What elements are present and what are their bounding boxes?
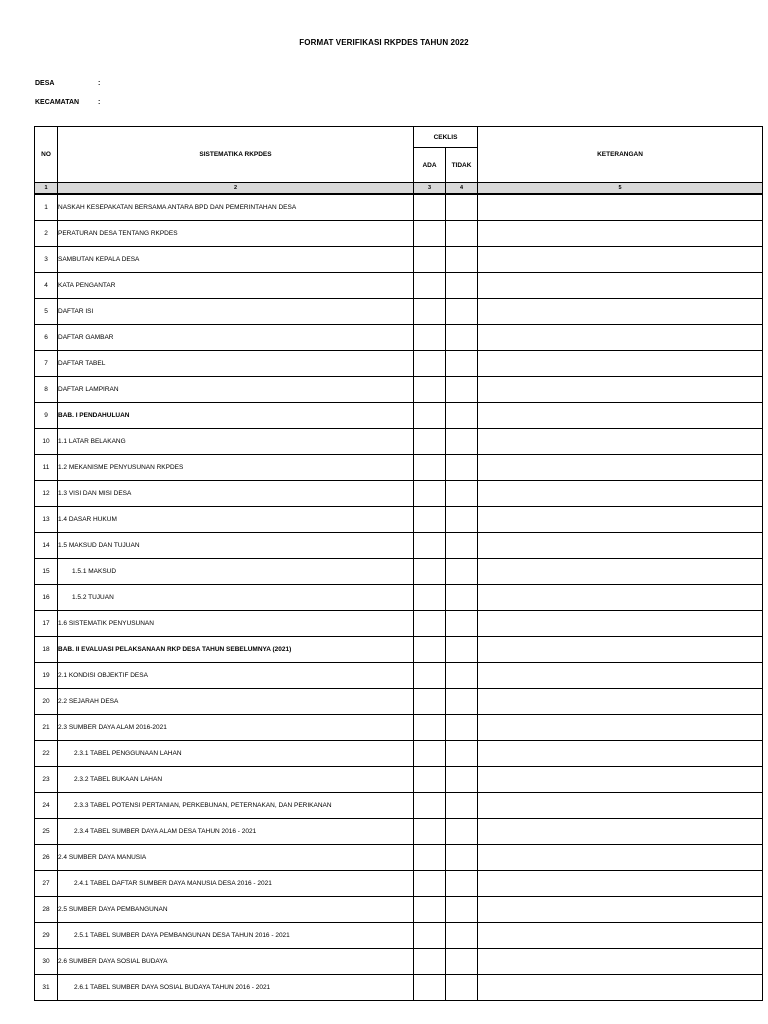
table-row	[35, 194, 763, 221]
checkbox-cell-tidak[interactable]	[446, 247, 478, 273]
checkbox-cell-ada[interactable]	[414, 819, 446, 845]
checkbox-cell-ada[interactable]	[414, 299, 446, 325]
checkbox-cell-tidak[interactable]	[446, 325, 478, 351]
table-row	[35, 481, 763, 507]
kecamatan-field	[35, 97, 106, 109]
desa-colon: :	[98, 80, 101, 87]
header-tidak: TIDAK	[446, 148, 478, 183]
header-sistematika: SISTEMATIKA RKPDES	[58, 127, 414, 183]
row-sistematika: 1.5 MAKSUD DAN TUJUAN	[58, 533, 414, 559]
checkbox-cell-tidak[interactable]	[446, 585, 478, 611]
table-row	[35, 949, 763, 975]
row-sistematika: NASKAH KESEPAKATAN BERSAMA ANTARA BPD DAN PEMERINTAHAN DESA	[58, 194, 414, 221]
column-number: 2	[58, 183, 414, 195]
checkbox-cell-ada[interactable]	[414, 481, 446, 507]
checkbox-cell-ada[interactable]	[414, 351, 446, 377]
keterangan-cell[interactable]	[478, 871, 763, 897]
checkbox-cell-ada[interactable]	[414, 194, 446, 221]
row-sistematika: BAB. II EVALUASI PELAKSANAAN RKP DESA TAHUN SEBELUMNYA (2021)	[58, 637, 414, 663]
row-number: 13	[35, 507, 58, 533]
checkbox-cell-tidak[interactable]	[446, 715, 478, 741]
checkbox-cell-tidak[interactable]	[446, 377, 478, 403]
row-sistematika: SAMBUTAN KEPALA DESA	[58, 247, 414, 273]
keterangan-cell[interactable]	[478, 585, 763, 611]
row-sistematika: DAFTAR ISI	[58, 299, 414, 325]
row-sistematika: 2.3.1 TABEL PENGGUNAAN LAHAN	[58, 741, 414, 767]
row-number: 7	[35, 351, 58, 377]
verification-table	[34, 126, 763, 1001]
keterangan-cell[interactable]	[478, 273, 763, 299]
checkbox-cell-tidak[interactable]	[446, 481, 478, 507]
row-sistematika: 2.3.2 TABEL BUKAAN LAHAN	[58, 767, 414, 793]
row-sistematika: 2.3 SUMBER DAYA ALAM 2016-2021	[58, 715, 414, 741]
keterangan-cell[interactable]	[478, 377, 763, 403]
table-row	[35, 845, 763, 871]
checkbox-cell-tidak[interactable]	[446, 221, 478, 247]
row-number: 23	[35, 767, 58, 793]
checkbox-cell-ada[interactable]	[414, 663, 446, 689]
row-number: 20	[35, 689, 58, 715]
checkbox-cell-tidak[interactable]	[446, 793, 478, 819]
desa-label: DESA	[35, 80, 55, 87]
keterangan-cell[interactable]	[478, 247, 763, 273]
checkbox-cell-ada[interactable]	[414, 741, 446, 767]
column-number: 4	[446, 183, 478, 195]
checkbox-cell-tidak[interactable]	[446, 403, 478, 429]
checkbox-cell-ada[interactable]	[414, 273, 446, 299]
row-number: 12	[35, 481, 58, 507]
row-number: 6	[35, 325, 58, 351]
desa-field	[35, 78, 106, 90]
table-row	[35, 221, 763, 247]
table-row	[35, 403, 763, 429]
row-number: 2	[35, 221, 58, 247]
table-row	[35, 507, 763, 533]
page-title: FORMAT VERIFIKASI RKPDES TAHUN 2022	[299, 38, 469, 47]
row-sistematika: 2.5 SUMBER DAYA PEMBANGUNAN	[58, 897, 414, 923]
checkbox-cell-ada[interactable]	[414, 221, 446, 247]
row-number: 8	[35, 377, 58, 403]
row-number: 5	[35, 299, 58, 325]
row-number: 24	[35, 793, 58, 819]
row-sistematika: DAFTAR LAMPIRAN	[58, 377, 414, 403]
row-sistematika: 2.4.1 TABEL DAFTAR SUMBER DAYA MANUSIA DESA 2016 - 2021	[58, 871, 414, 897]
checkbox-cell-ada[interactable]	[414, 611, 446, 637]
keterangan-cell[interactable]	[478, 325, 763, 351]
row-number: 25	[35, 819, 58, 845]
keterangan-cell[interactable]	[478, 741, 763, 767]
keterangan-cell[interactable]	[478, 793, 763, 819]
row-number: 26	[35, 845, 58, 871]
row-number: 16	[35, 585, 58, 611]
checkbox-cell-ada[interactable]	[414, 247, 446, 273]
table-row	[35, 559, 763, 585]
table-row	[35, 975, 763, 1001]
keterangan-cell[interactable]	[478, 897, 763, 923]
checkbox-cell-tidak[interactable]	[446, 689, 478, 715]
table-row	[35, 351, 763, 377]
table-row	[35, 871, 763, 897]
row-number: 11	[35, 455, 58, 481]
checkbox-cell-ada[interactable]	[414, 871, 446, 897]
checkbox-cell-ada[interactable]	[414, 403, 446, 429]
row-sistematika: 2.3.3 TABEL POTENSI PERTANIAN, PERKEBUNAN, PETERNAKAN, DAN PERIKANAN	[58, 793, 414, 819]
table-body	[35, 194, 763, 1001]
checkbox-cell-tidak[interactable]	[446, 975, 478, 1001]
checkbox-cell-tidak[interactable]	[446, 819, 478, 845]
table-row	[35, 897, 763, 923]
row-number: 21	[35, 715, 58, 741]
checkbox-cell-ada[interactable]	[414, 715, 446, 741]
keterangan-cell[interactable]	[478, 351, 763, 377]
table-row	[35, 377, 763, 403]
kecamatan-colon: :	[98, 99, 101, 106]
table-row	[35, 299, 763, 325]
keterangan-cell[interactable]	[478, 975, 763, 1001]
header-ada: ADA	[414, 148, 446, 183]
checkbox-cell-tidak[interactable]	[446, 455, 478, 481]
keterangan-cell[interactable]	[478, 455, 763, 481]
table-row	[35, 585, 763, 611]
checkbox-cell-ada[interactable]	[414, 325, 446, 351]
checkbox-cell-ada[interactable]	[414, 429, 446, 455]
row-number: 18	[35, 637, 58, 663]
kecamatan-label: KECAMATAN	[35, 99, 80, 106]
table-row	[35, 429, 763, 455]
row-number: 15	[35, 559, 58, 585]
keterangan-cell[interactable]	[478, 403, 763, 429]
table-header-row	[35, 127, 763, 148]
keterangan-cell[interactable]	[478, 715, 763, 741]
checkbox-cell-tidak[interactable]	[446, 637, 478, 663]
row-sistematika: 2.3.4 TABEL SUMBER DAYA ALAM DESA TAHUN 2016 - 2021	[58, 819, 414, 845]
keterangan-cell[interactable]	[478, 429, 763, 455]
keterangan-cell[interactable]	[478, 819, 763, 845]
checkbox-cell-ada[interactable]	[414, 897, 446, 923]
row-sistematika: 2.2 SEJARAH DESA	[58, 689, 414, 715]
row-sistematika: 2.6 SUMBER DAYA SOSIAL BUDAYA	[58, 949, 414, 975]
checkbox-cell-tidak[interactable]	[446, 194, 478, 221]
row-number: 19	[35, 663, 58, 689]
row-number: 14	[35, 533, 58, 559]
keterangan-cell[interactable]	[478, 767, 763, 793]
keterangan-cell[interactable]	[478, 481, 763, 507]
keterangan-cell[interactable]	[478, 194, 763, 221]
checkbox-cell-ada[interactable]	[414, 559, 446, 585]
row-number: 27	[35, 871, 58, 897]
row-sistematika: BAB. I PENDAHULUAN	[58, 403, 414, 429]
keterangan-cell[interactable]	[478, 923, 763, 949]
checkbox-cell-ada[interactable]	[414, 585, 446, 611]
row-sistematika: 1.1 LATAR BELAKANG	[58, 429, 414, 455]
keterangan-cell[interactable]	[478, 559, 763, 585]
table-row	[35, 689, 763, 715]
column-number: 1	[35, 183, 58, 195]
row-number: 9	[35, 403, 58, 429]
row-number: 31	[35, 975, 58, 1001]
row-sistematika: 2.6.1 TABEL SUMBER DAYA SOSIAL BUDAYA TAHUN 2016 - 2021	[58, 975, 414, 1001]
row-number: 10	[35, 429, 58, 455]
column-number-row	[35, 183, 763, 195]
row-sistematika: 2.4 SUMBER DAYA MANUSIA	[58, 845, 414, 871]
table-row	[35, 455, 763, 481]
row-sistematika: PERATURAN DESA TENTANG RKPDES	[58, 221, 414, 247]
table-row	[35, 533, 763, 559]
checkbox-cell-tidak[interactable]	[446, 611, 478, 637]
checkbox-cell-ada[interactable]	[414, 689, 446, 715]
checkbox-cell-tidak[interactable]	[446, 533, 478, 559]
checkbox-cell-tidak[interactable]	[446, 507, 478, 533]
checkbox-cell-tidak[interactable]	[446, 273, 478, 299]
checkbox-cell-tidak[interactable]	[446, 299, 478, 325]
row-sistematika: 1.3 VISI DAN MISI DESA	[58, 481, 414, 507]
keterangan-cell[interactable]	[478, 507, 763, 533]
row-sistematika: DAFTAR GAMBAR	[58, 325, 414, 351]
checkbox-cell-tidak[interactable]	[446, 351, 478, 377]
row-sistematika: KATA PENGANTAR	[58, 273, 414, 299]
keterangan-cell[interactable]	[478, 949, 763, 975]
checkbox-cell-tidak[interactable]	[446, 741, 478, 767]
checkbox-cell-ada[interactable]	[414, 377, 446, 403]
row-number: 30	[35, 949, 58, 975]
checkbox-cell-ada[interactable]	[414, 845, 446, 871]
checkbox-cell-tidak[interactable]	[446, 559, 478, 585]
keterangan-cell[interactable]	[478, 637, 763, 663]
checkbox-cell-ada[interactable]	[414, 533, 446, 559]
keterangan-cell[interactable]	[478, 299, 763, 325]
table-row	[35, 767, 763, 793]
checkbox-cell-tidak[interactable]	[446, 429, 478, 455]
column-number: 3	[414, 183, 446, 195]
table-row	[35, 715, 763, 741]
table-row	[35, 741, 763, 767]
checkbox-cell-tidak[interactable]	[446, 923, 478, 949]
row-number: 3	[35, 247, 58, 273]
keterangan-cell[interactable]	[478, 663, 763, 689]
row-sistematika: 1.5.2 TUJUAN	[58, 585, 414, 611]
table-row	[35, 819, 763, 845]
row-number: 29	[35, 923, 58, 949]
row-sistematika: 2.5.1 TABEL SUMBER DAYA PEMBANGUNAN DESA TAHUN 2016 - 2021	[58, 923, 414, 949]
checkbox-cell-ada[interactable]	[414, 637, 446, 663]
checkbox-cell-tidak[interactable]	[446, 663, 478, 689]
row-sistematika: DAFTAR TABEL	[58, 351, 414, 377]
row-number: 22	[35, 741, 58, 767]
checkbox-cell-ada[interactable]	[414, 949, 446, 975]
header-no: NO	[35, 127, 58, 183]
checkbox-cell-tidak[interactable]	[446, 871, 478, 897]
table-row	[35, 793, 763, 819]
checkbox-cell-ada[interactable]	[414, 767, 446, 793]
row-sistematika: 1.5.1 MAKSUD	[58, 559, 414, 585]
table-row	[35, 663, 763, 689]
table-row	[35, 273, 763, 299]
row-sistematika: 2.1 KONDISI OBJEKTIF DESA	[58, 663, 414, 689]
header-ceklis: CEKLIS	[414, 127, 478, 148]
checkbox-cell-ada[interactable]	[414, 455, 446, 481]
row-sistematika: 1.2 MEKANISME PENYUSUNAN RKPDES	[58, 455, 414, 481]
row-sistematika: 1.4 DASAR HUKUM	[58, 507, 414, 533]
keterangan-cell[interactable]	[478, 689, 763, 715]
row-number: 4	[35, 273, 58, 299]
row-number: 28	[35, 897, 58, 923]
row-sistematika: 1.6 SISTEMATIK PENYUSUNAN	[58, 611, 414, 637]
table-row	[35, 923, 763, 949]
keterangan-cell[interactable]	[478, 533, 763, 559]
table-row	[35, 325, 763, 351]
checkbox-cell-ada[interactable]	[414, 793, 446, 819]
keterangan-cell[interactable]	[478, 611, 763, 637]
checkbox-cell-tidak[interactable]	[446, 845, 478, 871]
checkbox-cell-tidak[interactable]	[446, 897, 478, 923]
keterangan-cell[interactable]	[478, 221, 763, 247]
table-row	[35, 637, 763, 663]
column-number: 5	[478, 183, 763, 195]
checkbox-cell-tidak[interactable]	[446, 767, 478, 793]
checkbox-cell-ada[interactable]	[414, 975, 446, 1001]
checkbox-cell-ada[interactable]	[414, 507, 446, 533]
table-row	[35, 611, 763, 637]
checkbox-cell-ada[interactable]	[414, 923, 446, 949]
keterangan-cell[interactable]	[478, 845, 763, 871]
header-keterangan: KETERANGAN	[478, 127, 763, 183]
row-number: 17	[35, 611, 58, 637]
row-number: 1	[35, 194, 58, 221]
table-row	[35, 247, 763, 273]
checkbox-cell-tidak[interactable]	[446, 949, 478, 975]
